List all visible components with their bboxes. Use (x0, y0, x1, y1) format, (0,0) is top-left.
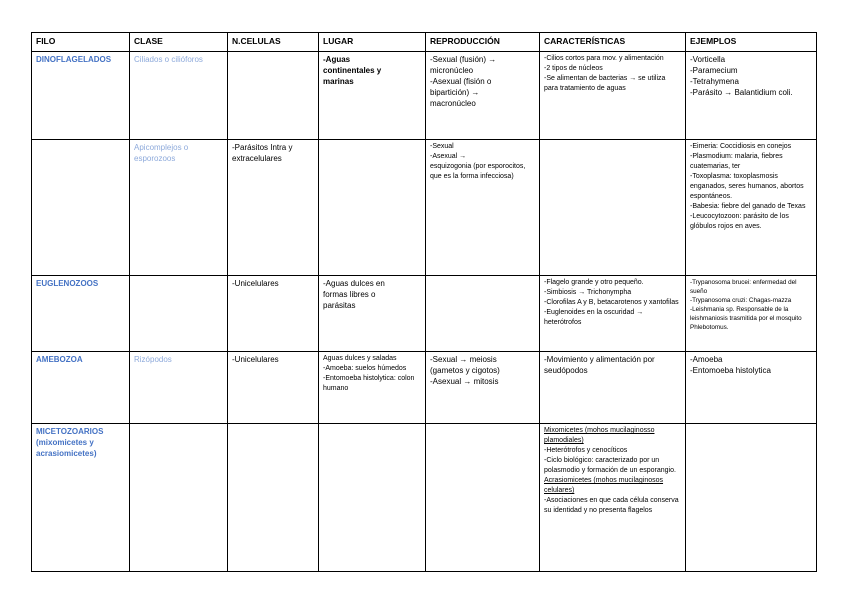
cell-ejemplos (686, 140, 817, 276)
cell-caracteristicas (540, 424, 686, 572)
header-row (32, 33, 817, 52)
cell-line: -Entomoeba histolytica: colon humano (323, 375, 415, 392)
cell-clase (130, 276, 228, 352)
table-row (32, 424, 817, 572)
header-ejemplos: EJEMPLOS (686, 33, 817, 52)
cell-line: micronúcleo (430, 66, 474, 75)
cell-line: -Asexual (fisión o (430, 77, 492, 86)
cell-line: -Asociaciones en que cada célula conserva su identidad y no presenta flagelos (544, 497, 679, 514)
cell-ncelulas (228, 52, 319, 140)
cell-line: -Sexual (430, 143, 454, 150)
cell-clase: Rizópodos (130, 352, 228, 424)
cell-caracteristicas (540, 276, 686, 352)
cell-caracteristicas (540, 352, 686, 424)
cell-line: -Se alimentan de bacterias → se utiliza para tratamiento de aguas (544, 75, 666, 92)
cell-line: -Toxoplasma: toxoplasmosis enganados, seres humanos, abortos espontáneos. (690, 173, 804, 200)
header-caracteristicas: CARACTERÍSTICAS (540, 33, 686, 52)
cell-ejemplos (686, 352, 817, 424)
cell-line: -Asexual → mitosis (430, 377, 499, 386)
cell-line: -Flagelo grande y otro pequeño. (544, 279, 644, 286)
cell-lugar (319, 352, 426, 424)
section-title: Acrasiomicetes (mohos mucilaginosos celulares) (544, 477, 664, 494)
cell-line: -Trypanosoma cruzi: Chagas-mazza (690, 297, 792, 304)
cell-ncelulas: -Parásitos Intra y extracelulares (228, 140, 319, 276)
cell-ncelulas (228, 424, 319, 572)
cell-lugar (319, 424, 426, 572)
header-lugar: LUGAR (319, 33, 426, 52)
cell-line: -Movimiento y alimentación por seudópodos (544, 355, 655, 375)
cell-line: -Aguas dulces en (323, 279, 385, 288)
header-clase: CLASE (130, 33, 228, 52)
cell-line: macronúcleo (430, 99, 476, 108)
cell-line: -Trypanosoma brucei: enfermedad del sueño (690, 279, 797, 295)
cell-line: -Entomoeba histolytica (690, 366, 771, 375)
cell-line: -Sexual (fusión) → (430, 55, 497, 64)
cell-line: -Leishmania sp. Responsable de la leishmaniosis trasmitida por el mosquito Phlebotomus. (690, 306, 802, 331)
cell-line: formas libres o (323, 290, 376, 299)
cell-line: -Cilios cortos para mov. y alimentación (544, 55, 664, 62)
cell-filo (32, 140, 130, 276)
section-title: Mixomicetes (mohos mucilaginosso plamodiales) (544, 427, 655, 444)
cell-filo: AMEBOZOA (32, 352, 130, 424)
cell-clase: Apicomplejos o esporozoos (130, 140, 228, 276)
table-row (32, 276, 817, 352)
cell-line: -Clorofilas A y B, betacarotenos y xantofilas (544, 299, 679, 306)
cell-caracteristicas (540, 52, 686, 140)
cell-ejemplos (686, 276, 817, 352)
cell-filo: EUGLENOZOOS (32, 276, 130, 352)
cell-line: marinas (323, 77, 354, 86)
cell-line: -Asexual → (430, 153, 467, 160)
cell-line: (gametos y cigotos) (430, 366, 500, 375)
cell-line: -Vorticella (690, 55, 726, 64)
cell-ejemplos (686, 52, 817, 140)
cell-line: bipartición) → (430, 88, 480, 97)
cell-line: -Ciclo biológico: caracterizado por un polasmodio y formación de un esporangio. (544, 457, 676, 474)
cell-filo: MICETOZOARIOS (mixomicetes y acrasiomicetes) (32, 424, 130, 572)
cell-line: -Parásito → Balantidium coli. (690, 88, 793, 97)
cell-line: -Sexual → meiosis (430, 355, 497, 364)
cell-ncelulas: -Unicelulares (228, 276, 319, 352)
cell-clase (130, 424, 228, 572)
cell-line: -Eimeria: Coccidiosis en conejos (690, 143, 792, 150)
cell-line: -Simbiosis → Trichonympha (544, 289, 632, 296)
cell-line: -Leucocytozoon: parásito de los glóbulos rojos en aves. (690, 213, 789, 230)
cell-line: esquizogonia (por esporocitos, que es la forma infecciosa) (430, 163, 526, 180)
cell-lugar (319, 52, 426, 140)
cell-reproduccion (426, 140, 540, 276)
cell-line: parásitas (323, 301, 356, 310)
table-row (32, 140, 817, 276)
cell-line: -Amoeba (690, 355, 723, 364)
header-ncelulas: N.CELULAS (228, 33, 319, 52)
cell-line: Aguas dulces y saladas (323, 355, 397, 362)
cell-line: -Plasmodium: malaria, fiebres cuatemarias, ter (690, 153, 783, 170)
cell-line: -Euglenoides en la oscuridad → heterótrofos (544, 309, 644, 326)
cell-clase: Ciliados o cilióforos (130, 52, 228, 140)
cell-reproduccion (426, 52, 540, 140)
cell-filo: DINOFLAGELADOS (32, 52, 130, 140)
cell-reproduccion (426, 276, 540, 352)
cell-line: -Aguas (323, 55, 351, 64)
cell-line: continentales y (323, 66, 382, 75)
cell-line: -Tetrahymena (690, 77, 739, 86)
cell-line: -2 tipos de núcleos (544, 65, 603, 72)
cell-line: -Heterótrofos y cenocíticos (544, 447, 628, 454)
cell-line: -Amoeba: suelos húmedos (323, 365, 407, 372)
table-row (32, 352, 817, 424)
header-reproduccion: REPRODUCCIÓN (426, 33, 540, 52)
cell-reproduccion (426, 424, 540, 572)
cell-line: -Paramecium (690, 66, 738, 75)
cell-ejemplos (686, 424, 817, 572)
protist-classification-table (31, 32, 817, 572)
cell-line: -Babesia: fiebre del ganado de Texas (690, 203, 806, 210)
cell-lugar (319, 140, 426, 276)
header-filo: FILO (32, 33, 130, 52)
cell-ncelulas: -Unicelulares (228, 352, 319, 424)
table-row (32, 52, 817, 140)
cell-lugar (319, 276, 426, 352)
cell-caracteristicas (540, 140, 686, 276)
cell-reproduccion (426, 352, 540, 424)
